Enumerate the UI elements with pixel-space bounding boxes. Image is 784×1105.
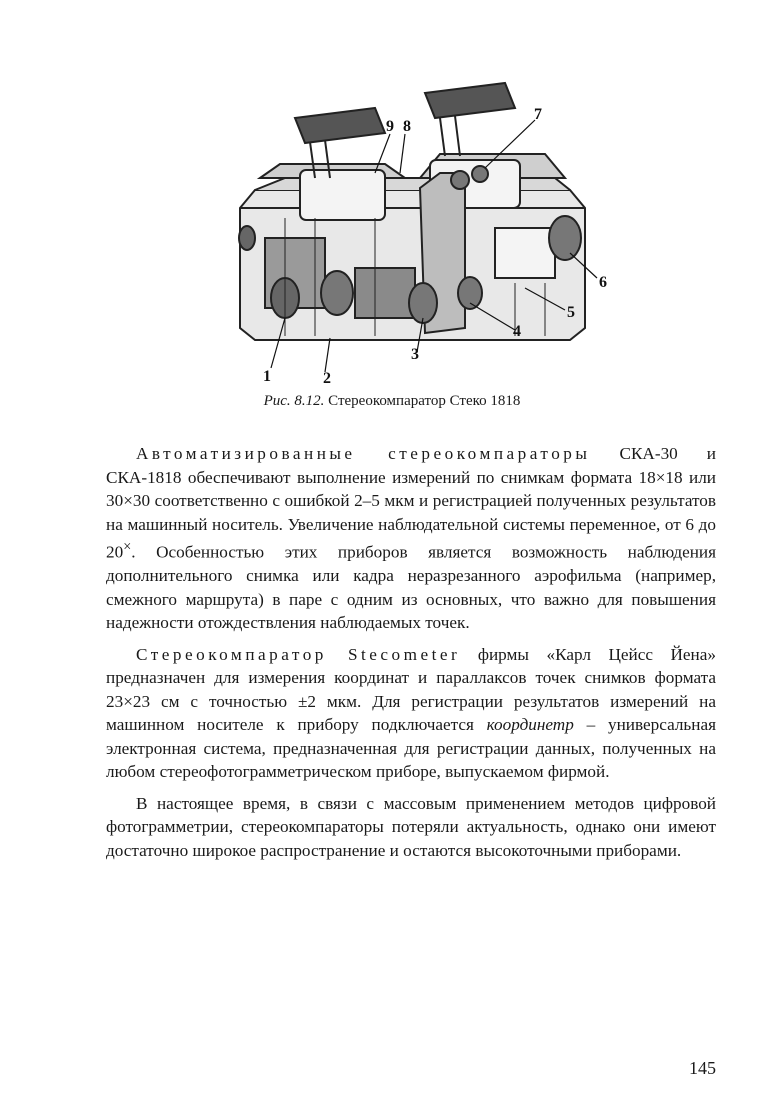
spaced-term: Стереокомпаратор Stecometer [136,644,461,664]
callout-5: 5 [567,304,575,321]
paragraph-text: СКА-30 и СКА-1818 обеспечивают выполнение измерений по снимкам формата 18×18 или 30×30 соответственно с ошибкой 2–5 мкм и регистрацией полученных результатов на машинный носитель. Увеличение наблюдательной системы переменное, от 6 до 20 [106,444,716,562]
paragraph-text-cont: – универсальная электронная система, предназначенная для регистрации данных, полученных на любом стереофотограмметрическом приборе, выпускаемом фирмой. [106,715,716,782]
paragraph-1 [106,442,716,635]
spaced-term: Автоматизированные стереокомпараторы [136,444,591,463]
figure-caption [0,393,784,410]
italic-term: координетр [486,715,574,735]
stereocomparator-illustration [225,78,625,396]
caption-label: Рис. 8.12. [263,393,325,409]
callout-4: 4 [513,323,521,340]
paragraph-text: В настоящее время, в связи с массовым применением методов цифровой фотограмметрии, стереокомпараторы потеряли актуальность, однако они имеют достаточно широкое распространение и остаются высокоточными приборами. [106,793,716,860]
caption-text: Стереокомпаратор Стеко 1818 [328,393,521,409]
callout-9: 9 [386,118,394,135]
paragraph-2 [106,643,716,784]
paragraph-text: фирмы «Карл Цейсс Йена» предназначен для измерения координат и параллаксов точек снимков формата 23×23 см с точностью ±2 мкм. Для регистрации результатов измерений на машинном носителе к прибору подключается [106,644,716,735]
callout-2: 2 [323,370,331,387]
callout-8: 8 [403,118,411,135]
callout-1: 1 [263,368,271,385]
callout-6: 6 [599,274,607,291]
paragraph-text-cont: . Особенностью этих приборов является возможность наблюдения дополнительного снимка или кадра неразрезанного аэрофильма (например, смежного маршрута) в паре с одним из основных, что важно для повышения надежности отождествления наблюдаемых точек. [106,542,716,633]
paragraph-3 [106,792,716,863]
superscript: × [123,539,132,555]
callout-7: 7 [534,106,542,123]
body-text [106,442,716,870]
figure [225,78,625,396]
callout-3: 3 [411,346,419,363]
page-number: 145 [689,1058,716,1078]
